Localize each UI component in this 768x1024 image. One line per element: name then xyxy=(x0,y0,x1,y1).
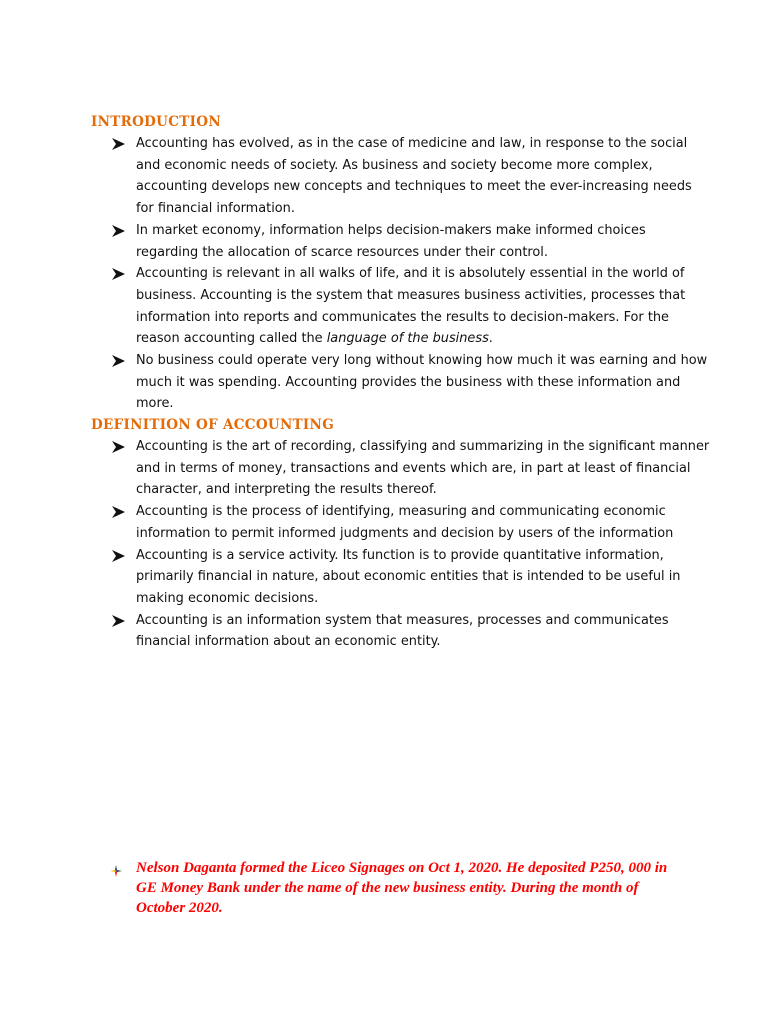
definition-list xyxy=(91,436,710,653)
arrowhead-bullet-icon xyxy=(112,615,125,627)
note-line: GE Money Bank under the name of the new business entity. During the month of xyxy=(136,880,639,896)
list-item xyxy=(91,133,691,220)
bullet-line: accounting develops new concepts and techniques to meet the ever-increasing needs xyxy=(136,179,692,195)
bullet-line-with-italic xyxy=(136,328,691,350)
bullet-line: Accounting is relevant in all walks of life, and it is absolutely essential in the world of xyxy=(136,266,685,282)
list-item xyxy=(91,610,691,653)
bullet-line: Accounting has evolved, as in the case of medicine and law, in response to the social xyxy=(136,136,688,151)
line-suffix: . xyxy=(488,331,493,347)
bullet-line: Accounting is a service activity. Its function is to provide quantitative information, xyxy=(136,547,664,563)
introduction-list xyxy=(91,133,708,415)
note-line: October 2020. xyxy=(136,900,223,916)
bullet-line: No business could operate very long without knowing how much it was earning and how xyxy=(136,353,708,369)
bullet-line: Accounting is the art of recording, classifying and summarizing in the significant manner xyxy=(136,439,710,454)
bullet-line: primarily financial in nature, about economic entities that is intended to be useful in xyxy=(136,569,681,585)
list-item xyxy=(91,220,691,263)
bullet-line: In market economy, information helps decision-makers make informed choices xyxy=(136,222,646,238)
bullet-line: Accounting is an information system that measures, processes and communicates xyxy=(136,612,669,628)
arrowhead-bullet-icon xyxy=(112,506,125,518)
arrowhead-bullet-icon xyxy=(112,441,125,453)
bullet-line: for financial information. xyxy=(136,201,295,217)
italic-phrase: language of the business xyxy=(326,331,489,347)
introduction-section xyxy=(91,113,708,415)
note-text xyxy=(136,858,667,918)
bullet-line: and in terms of money, transactions and events which are, in part at least of financial xyxy=(136,460,691,476)
bullet-line: information into reports and communicates the results to decision-makers. For the xyxy=(136,309,669,325)
bullet-line: Accounting is the process of identifying, measuring and communicating economic xyxy=(136,504,666,520)
arrowhead-bullet-icon xyxy=(112,225,125,237)
introduction-heading: INTRODUCTION xyxy=(91,114,221,130)
bullet-line: financial information about an economic entity. xyxy=(136,634,441,650)
line-prefix: reason accounting called the xyxy=(136,331,327,347)
bullet-line: more. xyxy=(136,396,174,412)
arrowhead-bullet-icon xyxy=(112,268,125,280)
arrowhead-bullet-icon xyxy=(112,550,125,562)
note-line: Nelson Daganta formed the Liceo Signages on Oct 1, 2020. He deposited P250, 000 in xyxy=(136,860,668,876)
bullet-line: much it was spending. Accounting provides the business with these information and xyxy=(136,374,681,390)
bullet-line: character, and interpreting the results thereof. xyxy=(136,482,437,498)
definition-heading: DEFINITION OF ACCOUNTING xyxy=(91,417,335,433)
bullet-line: making economic decisions. xyxy=(136,590,319,606)
list-item xyxy=(91,545,691,610)
definition-section xyxy=(91,416,710,653)
list-item xyxy=(91,263,691,350)
bullet-line: and economic needs of society. As business and society become more complex, xyxy=(136,157,653,173)
bullet-line: business. Accounting is the system that measures business activities, processes that xyxy=(136,287,686,303)
list-item xyxy=(91,501,691,544)
list-item xyxy=(91,350,708,415)
list-item xyxy=(91,436,710,501)
arrowhead-bullet-icon xyxy=(112,355,125,367)
four-point-star-bullet-icon xyxy=(110,862,122,874)
arrowhead-bullet-icon xyxy=(112,138,125,150)
bullet-line: information to permit informed judgments and decision by users of the information xyxy=(136,525,674,541)
bullet-line: regarding the allocation of scarce resources under their control. xyxy=(136,244,548,260)
